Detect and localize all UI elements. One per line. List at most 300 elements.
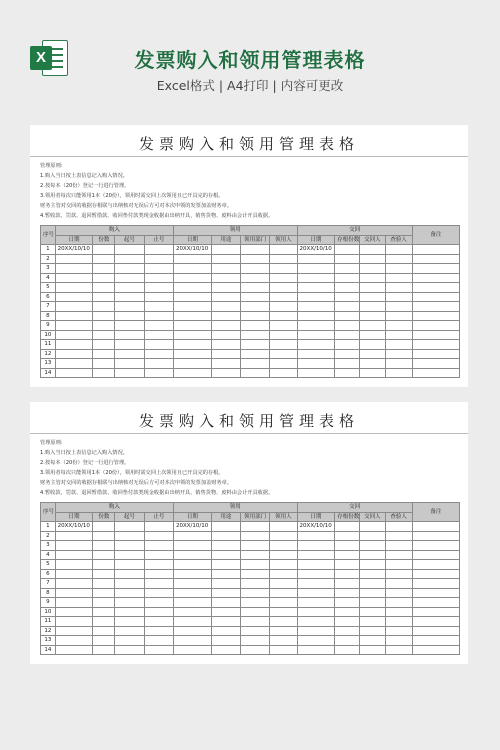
- table-cell: 20XX/10/10: [297, 522, 335, 532]
- table-cell: [270, 607, 297, 617]
- table-cell: [335, 598, 360, 608]
- table-cell: [93, 273, 115, 283]
- table-row: [41, 550, 460, 560]
- column-header: 交回人: [360, 512, 385, 522]
- table-cell: [93, 368, 115, 378]
- table-cell: [173, 560, 211, 570]
- rule-line: 1.购入当日按上表信息记入购入情况。: [40, 173, 128, 179]
- table-cell: [270, 330, 297, 340]
- table-row: [41, 636, 460, 646]
- table-cell: [385, 645, 412, 655]
- table-cell: [335, 292, 360, 302]
- remarks-cell: [412, 626, 459, 636]
- rule-line: 财务主管对交回的收据存根联与出纳核对无误后方可对本次申领的发票加盖财务章。: [40, 480, 232, 486]
- table-cell: [173, 283, 211, 293]
- table-row: [41, 617, 460, 627]
- table-row: [41, 368, 460, 378]
- table-cell: [115, 311, 144, 321]
- table-cell: [211, 645, 240, 655]
- table-cell: [241, 598, 270, 608]
- column-header: 领用部门: [241, 512, 270, 522]
- table-cell: [270, 560, 297, 570]
- table-cell: [93, 541, 115, 551]
- table-cell: [335, 302, 360, 312]
- table-cell: [385, 321, 412, 331]
- column-header: 日期: [55, 235, 93, 245]
- table-cell: [385, 264, 412, 274]
- table-cell: [55, 340, 93, 350]
- page-title: 发票购入和领用管理表格: [134, 48, 366, 72]
- table-cell: [360, 264, 385, 274]
- table-cell: [335, 550, 360, 560]
- table-row: [41, 645, 460, 655]
- table-cell: [335, 636, 360, 646]
- table-cell: [173, 626, 211, 636]
- table-cell: [297, 579, 335, 589]
- table-row: [41, 292, 460, 302]
- table-cell: [144, 245, 173, 255]
- table-cell: [173, 340, 211, 350]
- table-cell: [297, 569, 335, 579]
- table-cell: [385, 626, 412, 636]
- table-cell: [241, 302, 270, 312]
- table-cell: [173, 636, 211, 646]
- remarks-cell: [412, 245, 459, 255]
- table-cell: [270, 349, 297, 359]
- column-header: 日期: [173, 512, 211, 522]
- table-cell: [115, 626, 144, 636]
- remarks-cell: [412, 569, 459, 579]
- table-cell: [297, 349, 335, 359]
- table-cell: [270, 321, 297, 331]
- table-cell: [144, 579, 173, 589]
- table-cell: [241, 645, 270, 655]
- column-header: 用途: [211, 512, 240, 522]
- table-cell: [93, 626, 115, 636]
- table-cell: [297, 645, 335, 655]
- table-cell: [335, 368, 360, 378]
- table-row: [41, 531, 460, 541]
- table-cell: [385, 273, 412, 283]
- table-cell: [297, 292, 335, 302]
- table-cell: [211, 522, 240, 532]
- table-cell: [115, 302, 144, 312]
- header-group-use: 领用: [173, 503, 297, 513]
- table-cell: [270, 264, 297, 274]
- table-cell: [297, 588, 335, 598]
- table-cell: [144, 626, 173, 636]
- table-cell: [144, 368, 173, 378]
- table-cell: [241, 264, 270, 274]
- table-cell: [115, 264, 144, 274]
- table-cell: [335, 579, 360, 589]
- table-cell: [297, 264, 335, 274]
- rule-line: 管理原则:: [40, 163, 63, 169]
- table-cell: [241, 569, 270, 579]
- table-cell: [241, 340, 270, 350]
- header-group-purchase: 购入: [55, 226, 173, 236]
- column-header: 领用人: [270, 512, 297, 522]
- table-cell: [55, 330, 93, 340]
- table-cell: [144, 311, 173, 321]
- column-header: 止号: [144, 512, 173, 522]
- row-number: 11: [41, 340, 56, 350]
- table-cell: [115, 349, 144, 359]
- table-row: [41, 569, 460, 579]
- table-cell: [385, 302, 412, 312]
- table-cell: [55, 531, 93, 541]
- remarks-cell: [412, 531, 459, 541]
- table-cell: [144, 588, 173, 598]
- table-cell: [270, 292, 297, 302]
- table-cell: [211, 588, 240, 598]
- table-cell: [144, 330, 173, 340]
- table-cell: [297, 626, 335, 636]
- rule-line: 财务主管对交回的收据存根联与出纳核对无误后方可对本次申领的发票加盖财务章。: [40, 203, 232, 209]
- table-cell: [385, 531, 412, 541]
- remarks-cell: [412, 349, 459, 359]
- table-cell: [211, 550, 240, 560]
- table-cell: [144, 273, 173, 283]
- table-cell: [241, 321, 270, 331]
- table-cell: [360, 636, 385, 646]
- table-cell: [270, 273, 297, 283]
- table-cell: [93, 550, 115, 560]
- table-row: [41, 283, 460, 293]
- remarks-cell: [412, 541, 459, 551]
- table-cell: [241, 359, 270, 369]
- table-cell: [93, 264, 115, 274]
- table-cell: [335, 330, 360, 340]
- rule-line: 2.按每本（20份）登记一行进行管理。: [40, 460, 130, 466]
- table-cell: [360, 368, 385, 378]
- remarks-cell: [412, 321, 459, 331]
- table-cell: [93, 531, 115, 541]
- row-number: 12: [41, 626, 56, 636]
- page-subtitle: Excel格式 | A4打印 | 内容可更改: [156, 78, 344, 93]
- table-cell: [360, 617, 385, 627]
- table-cell: [93, 588, 115, 598]
- table-cell: [55, 569, 93, 579]
- table-cell: [55, 617, 93, 627]
- table-cell: [211, 283, 240, 293]
- table-cell: [241, 283, 270, 293]
- table-row: [41, 588, 460, 598]
- table-cell: [360, 273, 385, 283]
- table-cell: [211, 541, 240, 551]
- table-cell: [270, 636, 297, 646]
- table-cell: [297, 302, 335, 312]
- table-cell: [270, 245, 297, 255]
- table-cell: [173, 311, 211, 321]
- row-number: 3: [41, 264, 56, 274]
- table-cell: [144, 550, 173, 560]
- row-number: 6: [41, 569, 56, 579]
- header-group-return: 交回: [297, 226, 412, 236]
- table-cell: [115, 522, 144, 532]
- table-cell: [55, 579, 93, 589]
- table-cell: [211, 531, 240, 541]
- column-header: 份数: [93, 512, 115, 522]
- table-cell: [297, 311, 335, 321]
- table-cell: [93, 522, 115, 532]
- table-cell: [144, 264, 173, 274]
- table-cell: [270, 626, 297, 636]
- table-cell: [93, 359, 115, 369]
- remarks-cell: [412, 311, 459, 321]
- column-header: 日期: [173, 235, 211, 245]
- table-cell: [241, 541, 270, 551]
- table-cell: [93, 598, 115, 608]
- table-cell: [55, 645, 93, 655]
- table-cell: [335, 321, 360, 331]
- table-row: [41, 541, 460, 551]
- table-cell: [144, 292, 173, 302]
- table-cell: [360, 302, 385, 312]
- table-cell: [115, 531, 144, 541]
- row-number: 7: [41, 302, 56, 312]
- invoice-table: [40, 502, 460, 655]
- table-cell: [270, 368, 297, 378]
- table-cell: [297, 550, 335, 560]
- table-cell: [93, 636, 115, 646]
- table-cell: [335, 349, 360, 359]
- table-cell: [241, 579, 270, 589]
- table-cell: [115, 245, 144, 255]
- rule-line: 2.按每本（20份）登记一行进行管理。: [40, 183, 130, 189]
- table-cell: [144, 349, 173, 359]
- row-number: 13: [41, 359, 56, 369]
- table-cell: [93, 617, 115, 627]
- table-cell: [297, 368, 335, 378]
- table-cell: [144, 321, 173, 331]
- table-cell: [297, 531, 335, 541]
- table-cell: [360, 311, 385, 321]
- remarks-cell: [412, 522, 459, 532]
- remarks-cell: [412, 560, 459, 570]
- table-cell: [115, 368, 144, 378]
- column-header: 日期: [55, 512, 93, 522]
- table-cell: [173, 645, 211, 655]
- table-row: [41, 340, 460, 350]
- table-row: [41, 626, 460, 636]
- table-cell: [173, 531, 211, 541]
- remarks-cell: [412, 598, 459, 608]
- table-cell: [297, 617, 335, 627]
- table-cell: [173, 359, 211, 369]
- table-cell: [335, 531, 360, 541]
- column-header: 日期: [297, 512, 335, 522]
- table-cell: [270, 359, 297, 369]
- table-cell: [385, 368, 412, 378]
- rule-line: 1.购入当日按上表信息记入购入情况。: [40, 450, 128, 456]
- remarks-cell: [412, 588, 459, 598]
- table-cell: [173, 254, 211, 264]
- table-cell: [55, 311, 93, 321]
- header-group-purchase: 购入: [55, 503, 173, 513]
- remarks-cell: [412, 340, 459, 350]
- table-cell: [115, 607, 144, 617]
- table-cell: [270, 541, 297, 551]
- table-cell: [144, 359, 173, 369]
- table-cell: [297, 254, 335, 264]
- table-cell: [297, 541, 335, 551]
- table-cell: 20XX/10/10: [297, 245, 335, 255]
- column-header: 起号: [115, 235, 144, 245]
- table-cell: [270, 302, 297, 312]
- table-cell: 20XX/10/10: [55, 245, 93, 255]
- table-cell: [55, 607, 93, 617]
- table-cell: [93, 254, 115, 264]
- table-cell: [360, 588, 385, 598]
- remarks-cell: [412, 617, 459, 627]
- row-number: 2: [41, 531, 56, 541]
- table-cell: [360, 340, 385, 350]
- table-cell: [55, 264, 93, 274]
- table-cell: [173, 302, 211, 312]
- column-header: 存根份数: [335, 235, 360, 245]
- table-cell: [144, 645, 173, 655]
- table-cell: [297, 598, 335, 608]
- table-cell: [115, 569, 144, 579]
- table-cell: [360, 541, 385, 551]
- table-cell: [144, 607, 173, 617]
- table-cell: [173, 541, 211, 551]
- title-divider: [30, 433, 468, 434]
- header-no: 序号: [41, 503, 56, 522]
- table-cell: [360, 359, 385, 369]
- row-number: 1: [41, 522, 56, 532]
- table-cell: [115, 541, 144, 551]
- table-cell: [211, 264, 240, 274]
- row-number: 13: [41, 636, 56, 646]
- table-cell: [173, 292, 211, 302]
- table-cell: [385, 579, 412, 589]
- table-cell: [360, 349, 385, 359]
- table-cell: [211, 560, 240, 570]
- row-number: 7: [41, 579, 56, 589]
- sheet-preview-2: [30, 402, 468, 664]
- table-row: [41, 522, 460, 532]
- table-cell: [270, 579, 297, 589]
- table-cell: [144, 541, 173, 551]
- table-cell: [385, 550, 412, 560]
- table-cell: [335, 340, 360, 350]
- table-cell: [360, 550, 385, 560]
- table-cell: [297, 560, 335, 570]
- table-cell: [55, 359, 93, 369]
- table-cell: [385, 340, 412, 350]
- table-cell: [335, 273, 360, 283]
- table-cell: [211, 321, 240, 331]
- table-cell: [211, 302, 240, 312]
- table-cell: [385, 617, 412, 627]
- column-header: 存根份数: [335, 512, 360, 522]
- table-cell: [93, 245, 115, 255]
- column-header: 起号: [115, 512, 144, 522]
- table-cell: [335, 245, 360, 255]
- table-cell: [211, 579, 240, 589]
- table-cell: [93, 607, 115, 617]
- row-number: 6: [41, 292, 56, 302]
- remarks-cell: [412, 607, 459, 617]
- row-number: 8: [41, 311, 56, 321]
- table-cell: [241, 522, 270, 532]
- table-cell: [335, 522, 360, 532]
- header-remarks: 备注: [412, 226, 459, 245]
- table-cell: [241, 560, 270, 570]
- table-cell: [385, 359, 412, 369]
- table-cell: [55, 302, 93, 312]
- table-cell: [270, 340, 297, 350]
- table-cell: [241, 273, 270, 283]
- table-cell: [211, 292, 240, 302]
- table-cell: [211, 330, 240, 340]
- table-cell: [335, 311, 360, 321]
- table-cell: [55, 626, 93, 636]
- table-cell: [144, 598, 173, 608]
- table-cell: [241, 636, 270, 646]
- table-cell: [55, 321, 93, 331]
- row-number: 11: [41, 617, 56, 627]
- row-number: 10: [41, 607, 56, 617]
- table-cell: [360, 607, 385, 617]
- table-cell: [211, 340, 240, 350]
- table-cell: [241, 368, 270, 378]
- table-cell: [385, 349, 412, 359]
- table-row: [41, 273, 460, 283]
- table-row: [41, 579, 460, 589]
- table-cell: [335, 626, 360, 636]
- table-cell: [173, 598, 211, 608]
- remarks-cell: [412, 359, 459, 369]
- table-cell: [385, 283, 412, 293]
- table-cell: [55, 368, 93, 378]
- table-cell: [144, 283, 173, 293]
- row-number: 2: [41, 254, 56, 264]
- table-cell: [360, 292, 385, 302]
- column-header: 份数: [93, 235, 115, 245]
- table-cell: [297, 607, 335, 617]
- table-cell: [335, 569, 360, 579]
- table-row: [41, 245, 460, 255]
- table-row: [41, 321, 460, 331]
- table-cell: [360, 560, 385, 570]
- sheet-title: 发票购入和领用管理表格: [138, 135, 359, 153]
- remarks-cell: [412, 273, 459, 283]
- row-number: 9: [41, 321, 56, 331]
- table-cell: [93, 349, 115, 359]
- table-cell: [297, 273, 335, 283]
- table-cell: [211, 607, 240, 617]
- row-number: 3: [41, 541, 56, 551]
- table-cell: [211, 368, 240, 378]
- table-cell: [115, 645, 144, 655]
- table-cell: [270, 569, 297, 579]
- remarks-cell: [412, 302, 459, 312]
- table-cell: [211, 349, 240, 359]
- table-cell: [360, 598, 385, 608]
- table-cell: [115, 617, 144, 627]
- table-cell: [211, 359, 240, 369]
- table-cell: [173, 550, 211, 560]
- table-cell: [241, 254, 270, 264]
- table-cell: [211, 254, 240, 264]
- table-cell: [385, 541, 412, 551]
- header-no: 序号: [41, 226, 56, 245]
- table-cell: [55, 550, 93, 560]
- row-number: 8: [41, 588, 56, 598]
